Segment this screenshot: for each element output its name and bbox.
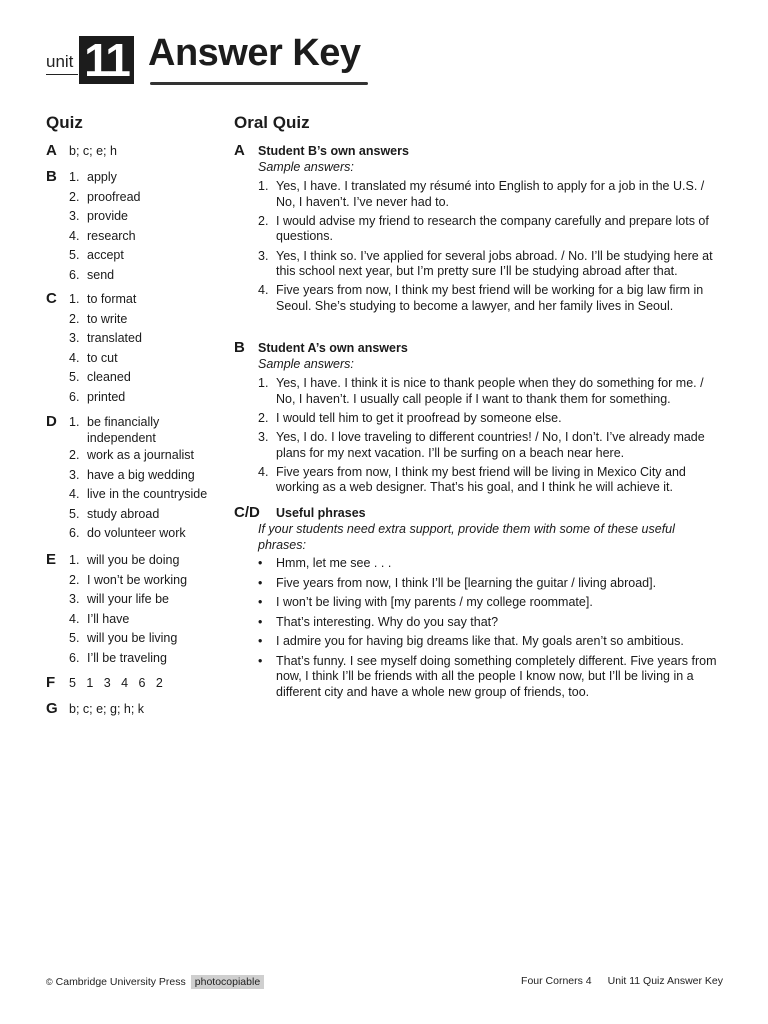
list-item: 3. have a big wedding bbox=[69, 467, 195, 482]
oral-cd-list bbox=[258, 556, 724, 704]
list-item: 6. printed bbox=[69, 389, 126, 404]
list-item: 1. be financially independent bbox=[69, 415, 160, 445]
list-item: 5. study abroad bbox=[69, 506, 160, 521]
footer-info bbox=[521, 975, 723, 987]
list-item: 2. I would tell him to get it proofread by someone else. bbox=[258, 410, 562, 425]
oral-a-heading: Student B’s own answers bbox=[258, 144, 409, 158]
quiz-a-answer: b; c; e; h bbox=[69, 144, 117, 158]
list-item: 4. Five years from now, I think my best friend will be working for a big law firm in Seoul. She’s studying to become a lawyer, and her family lives in Seoul. bbox=[258, 283, 704, 313]
quiz-b-letter: B bbox=[46, 168, 57, 185]
quiz-e-letter: E bbox=[46, 551, 57, 568]
unit-number: 11 bbox=[79, 36, 134, 84]
list-item: 3. translated bbox=[69, 331, 142, 346]
unit-underline bbox=[46, 74, 78, 75]
oral-b-list bbox=[258, 376, 724, 500]
list-item: 2. I would advise my friend to research the company carefully and prepare lots of questions. bbox=[258, 213, 709, 244]
list-item: • Hmm, let me see . . . bbox=[258, 556, 392, 570]
quiz-g-answer: b; c; e; g; h; k bbox=[69, 702, 145, 716]
copyright-icon: © bbox=[46, 977, 53, 987]
list-item: 1. will you be doing bbox=[69, 553, 180, 567]
quiz-d-list bbox=[69, 413, 226, 544]
publisher-name: Cambridge University Press bbox=[55, 976, 186, 988]
oral-a-list bbox=[258, 179, 724, 318]
list-item: • I admire you for having big dreams like that. My goals aren’t so ambitious. bbox=[258, 634, 684, 648]
quiz-a-letter: A bbox=[46, 142, 57, 159]
quiz-b-list bbox=[69, 168, 141, 286]
footer-copyright bbox=[46, 975, 264, 989]
unit-label: unit bbox=[46, 52, 74, 71]
list-item: 1. Yes, I have. I translated my résumé into English to apply for a job in the U.S. / No, I haven’t. I’ve never had to. bbox=[258, 179, 705, 209]
oral-quiz-heading: Oral Quiz bbox=[234, 113, 310, 132]
oral-b-letter: B bbox=[234, 339, 245, 356]
list-item: 3. provide bbox=[69, 209, 128, 224]
oral-b-heading: Student A’s own answers bbox=[258, 341, 408, 355]
list-item: • Five years from now, I think I’ll be [learning the guitar / living abroad]. bbox=[258, 575, 657, 590]
oral-a-letter: A bbox=[234, 142, 245, 159]
list-item: 1. to format bbox=[69, 292, 137, 306]
list-item: 2. proofread bbox=[69, 189, 141, 204]
book-title: Four Corners 4 bbox=[521, 975, 592, 987]
list-item: • That’s funny. I see myself doing something completely different. Five years from now, I think I’ll be friends with all the people I know now, but I’ll be living in a different city and have a whole new group of friends, too. bbox=[258, 653, 717, 699]
list-item: 5. will you be living bbox=[69, 631, 178, 646]
quiz-f-letter: F bbox=[46, 674, 56, 691]
list-item: 1. Yes, I have. I think it is nice to thank people when they do something for me. / No, I haven’t. I usually call people if I want to thank them for something. bbox=[258, 376, 704, 406]
oral-b-subheading: Sample answers: bbox=[258, 357, 354, 371]
list-item: 6. I’ll be traveling bbox=[69, 650, 167, 665]
photocopiable-badge: photocopiable bbox=[191, 975, 264, 989]
quiz-g-letter: G bbox=[46, 700, 58, 717]
quiz-c-list bbox=[69, 290, 142, 408]
oral-cd-heading: Useful phrases bbox=[276, 506, 366, 520]
oral-a-subheading: Sample answers: bbox=[258, 160, 354, 174]
quiz-c-letter: C bbox=[46, 290, 57, 307]
quiz-d-letter: D bbox=[46, 413, 57, 430]
list-item: 2. I won’t be working bbox=[69, 572, 188, 587]
page-header bbox=[46, 34, 376, 90]
list-item: 4. I’ll have bbox=[69, 611, 130, 626]
list-item: • That’s interesting. Why do you say that? bbox=[258, 614, 499, 629]
oral-cd-letter: C/D bbox=[234, 504, 260, 521]
list-item: 3. Yes, I think so. I’ve applied for several jobs abroad. / No. I’ll be studying here at this school next year, but I’m pretty sure I’ll be studying abroad after that. bbox=[258, 248, 713, 279]
list-item: 4. to cut bbox=[69, 350, 118, 365]
list-item: 4. live in the countryside bbox=[69, 487, 208, 502]
title-underline bbox=[150, 82, 368, 85]
footer-page-title: Unit 11 Quiz Answer Key bbox=[607, 975, 723, 987]
quiz-heading: Quiz bbox=[46, 113, 83, 132]
quiz-f-answer: 5 1 3 4 6 2 bbox=[69, 676, 163, 690]
list-item: 4. Five years from now, I think my best friend will be living in Mexico City and working as a web designer. That’s his goal, and I think he will achieve it. bbox=[258, 464, 686, 495]
list-item: 4. research bbox=[69, 228, 136, 243]
page-title: Answer Key bbox=[148, 32, 361, 74]
list-item: 5. cleaned bbox=[69, 370, 131, 385]
list-item: 1. apply bbox=[69, 170, 117, 184]
quiz-e-list bbox=[69, 551, 226, 669]
list-item: 2. to write bbox=[69, 311, 128, 326]
list-item: 5. accept bbox=[69, 248, 124, 263]
list-item: 2. work as a journalist bbox=[69, 448, 194, 462]
list-item: • I won’t be living with [my parents / my college roommate]. bbox=[258, 595, 593, 609]
oral-cd-subheading: If your students need extra support, provide them with some of these useful phrases: bbox=[258, 522, 675, 552]
list-item: 6. do volunteer work bbox=[69, 526, 186, 541]
list-item: 3. Yes, I do. I love traveling to different countries! / No, I don’t. I’ve already made plans for my next vacation. I’ll be surfing on a beach near here. bbox=[258, 430, 705, 460]
list-item: 6. send bbox=[69, 267, 115, 282]
list-item: 3. will your life be bbox=[69, 592, 169, 607]
